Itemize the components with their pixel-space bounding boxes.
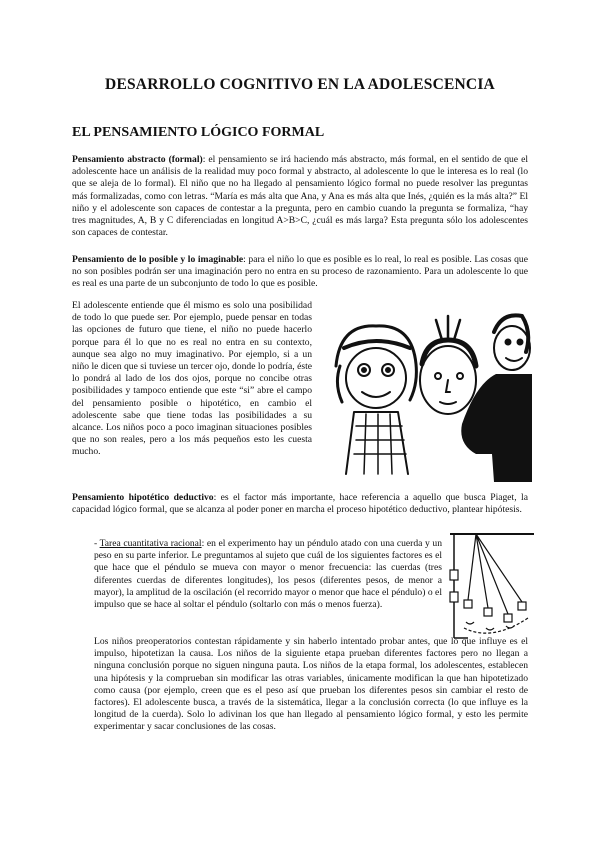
paragraph-possible-thought-text: : para el niño lo que es posible es lo real, lo real es posible. Las cosas que no son posibles podrán ser una imaginación pero no entra en su proceso de razonamiento. Para un adolescente lo que es real es una parte de un subconjunto de todo lo que es posible.: [72, 254, 528, 290]
paragraph-stages-results: [94, 636, 528, 734]
term-hypothetical-thought: Pensamiento hipotético deductivo: [72, 492, 214, 503]
document-title: DESARROLLO COGNITIVO EN LA ADOLESCENCIA: [105, 76, 495, 93]
pendulum-experiment-diagram: [446, 530, 538, 642]
dark-child-face: [494, 326, 530, 370]
paragraph-quantitative-task: [94, 538, 442, 611]
dark-child-body: [461, 374, 532, 482]
paragraph-abstract-thought-text: : el pensamiento se irá haciendo más abstracto, más formal, en el sentido de que el adolescente hace un análisis de la realidad muy poco formal y abstracto, al adolescente lo que le interesa es lo real (lo que se aleja de lo formal). El niño que no ha llegado al pensamiento lógico formal no puede resolver las preguntas más formalizadas, como con letras. “María es más alta que Ana, y Ana es más alta que Inés, ¿quién es la más alta?” El niño y el adolescente son capaces de contestar a la pregunta, pero en cambio cuando la pregunta se formaliza, “hay tres magnitudes, A, B y C diferenciadas en longitud A>B>C, ¿cuál es más larga? Esta pregunta sólo los adolescentes son capaces de contestar.: [72, 154, 528, 239]
paragraph-stages-results-text: Los niños preoperatorios contestan rápidamente y sin haberlo intentado probar antes, que lo que influye es el impulso, hipotetizan la causa. Los niños de la siguiente etapa prueban diferentes factores pero no llegan a ninguna conclusión porque no siguen ninguna pauta. Los niños de la etapa formal, los adolescentes, establecen una hipótesis y la comprueban sin modificar las otras variables, únicamente modifican la que han hipotetizado como causa (por ejemplo, creen que es el peso así que prueban los diferentes pesos sin cambiar el resto de factores). El adolescente busca, a través de la sistemática, llegar a la conclusión correcta (lo que influye es la longitud de la cuerda). Solo lo adivinan los que han llegado al pensamiento lógico formal, y esto les permite experimentar y sacar conclusiones de las cosas.: [94, 636, 528, 733]
paragraph-hypothetical-thought: [72, 492, 528, 516]
section-title: EL PENSAMIENTO LÓGICO FORMAL: [72, 125, 325, 140]
term-abstract-thought: Pensamiento abstracto (formal): [72, 154, 203, 165]
term-possible-thought: Pensamiento de lo posible y lo imaginable: [72, 254, 244, 265]
paragraph-quantitative-task-text: : en el experimento hay un péndulo atado con una cuerda y un peso en su parte inferior. Le preguntamos al sujeto que cuál de los siguientes factores es el que hace que el péndulo se mueva con mayor o menor frecuencia: las cuerdas (tres diferentes cuerdas de diferentes longitudes), los pesos (diferentes pesos, de menor a mayor), la amplitud de la oscilación (el recorrido mayor o menor que hace el péndulo) o el impulso que se hace al soltar el péndulo (soltarlo con más o menos fuerza).: [94, 538, 442, 611]
paragraph-possibilities: [72, 300, 312, 459]
paragraph-possible-thought: [72, 254, 528, 291]
paragraph-abstract-thought: [72, 154, 528, 239]
paragraph-hypothetical-thought-text: : es el factor más importante, hace referencia a aquello que busca Piaget, la capacidad lógico formal, que se alcanza al poder poner en marcha el proceso hipotético deductivo, plantear hipótesis.: [72, 492, 528, 516]
list-dash: -: [94, 538, 100, 549]
girl-face: [346, 348, 406, 408]
term-quantitative-task: Tarea cuantitativa racional: [99, 538, 202, 549]
three-children-drawing: [326, 304, 532, 482]
paragraph-possibilities-text: El adolescente entiende que él mismo es solo una posibilidad de todo lo que puede ser. Por ejemplo, puede pensar en todas las opciones de futuro que tiene, el niño no puede hacerlo porque para él lo que no es real no entra en su contexto, aunque sea algo no muy imaginativo. Por ejemplo, si a un niño le dicen que si tuviese un tercer ojo, donde lo podría, éste lo pondrá al lado de los dos ojos, porque no concibe otras posibilidades y tampoco entiende que este “si” abre el campo del pensamiento posible o hipotético, en cambio el adolescente sabe que tiene todas las posibilidades a su alcance. Los niños poco a poco imaginan situaciones posibles que no son reales, pero a los más pequeños esto les cuesta mucho.: [72, 300, 312, 458]
